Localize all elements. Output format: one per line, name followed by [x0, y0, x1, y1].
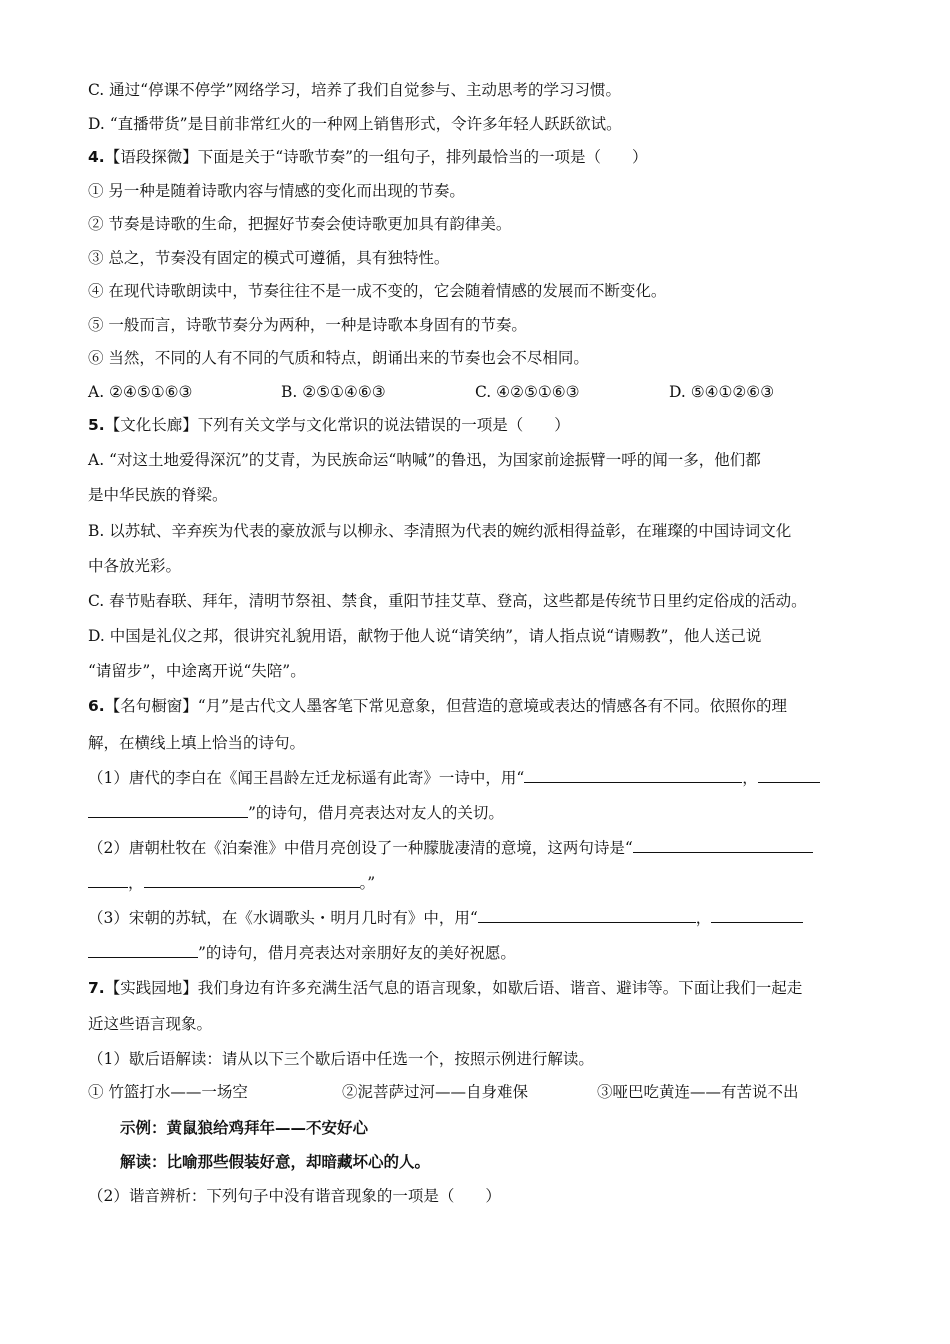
q6-part1-blank-2a[interactable] [758, 768, 820, 783]
q6-part3-blank-2a[interactable] [711, 908, 803, 923]
q6-part3-line2 [88, 943, 516, 963]
q4-sentence-4: ④ 在现代诗歌朗读中，节奏往往不是一成不变的，它会随着情感的发展而不断变化。 [88, 282, 667, 300]
q6-part2-comma: ， [128, 874, 144, 892]
q7-xiehouyu-2: ②泥菩萨过河——自身难保 [342, 1083, 529, 1101]
q7-part1: （1）歇后语解读：请从以下三个歇后语中任选一个，按照示例进行解读。 [88, 1050, 594, 1068]
q6-part1-line2 [88, 803, 504, 823]
q4-sentence-3: ③ 总之，节奏没有固定的模式可遵循，具有独特性。 [88, 249, 450, 267]
q5-option-a-line1: A. “对这土地爱得深沉”的艾青，为民族命运“呐喊”的鲁迅，为国家前途振臂一呼的闻一多，他们都 [88, 451, 761, 469]
q4-stem [88, 147, 648, 167]
q6-part1-comma: ， [742, 769, 758, 787]
q6-part3-blank-1[interactable] [478, 908, 696, 923]
q7-part2: （2）谐音辨析：下列句子中没有谐音现象的一项是（ ） [88, 1187, 501, 1205]
q6-stem-line1 [88, 696, 787, 716]
q5-option-d-line1: D. 中国是礼仪之邦，很讲究礼貌用语，献物于他人说“请笑纳”，请人指点说“请赐教”，他人送己说 [88, 627, 762, 645]
q7-example: 示例：黄鼠狼给鸡拜年——不安好心 [120, 1119, 369, 1137]
q4-sentence-1: ① 另一种是随着诗歌内容与情感的变化而出现的节奏。 [88, 182, 465, 200]
q5-number: 5. [88, 416, 105, 434]
q7-xiehouyu-3: ③哑巴吃黄连——有苦说不出 [597, 1083, 799, 1101]
q6-part2-blank-1b[interactable] [88, 873, 128, 888]
q6-part1-prefix: （1）唐代的李白在《闻王昌龄左迁龙标遥有此寄》一诗中，用“ [88, 769, 525, 787]
q6-part1-line1 [88, 768, 820, 788]
q4-option-b: B. ②⑤①④⑥③ [281, 383, 386, 401]
q6-part2-suffix: 。” [359, 874, 376, 892]
q5-stem [88, 415, 570, 435]
q6-stem-text: 【名句橱窗】“月”是古代文人墨客笔下常见意象，但营造的意境或表达的情感各有不同。依照你的理 [104, 697, 788, 715]
q6-stem-line2: 解，在横线上填上恰当的诗句。 [88, 734, 306, 752]
q4-option-a: A. ②④⑤①⑥③ [88, 383, 193, 401]
q6-part3-prefix: （3）宋朝的苏轼，在《水调歌头・明月几时有》中，用“ [88, 909, 478, 927]
q6-part1-suffix: ”的诗句，借月亮表达对友人的关切。 [248, 804, 504, 822]
q5-option-a-line2: 是中华民族的脊梁。 [88, 486, 228, 504]
q7-stem-line1 [88, 978, 802, 998]
q7-xiehouyu-1: ① 竹篮打水——一场空 [88, 1083, 248, 1101]
q6-part2-prefix: （2）唐朝杜牧在《泊秦淮》中借月亮创设了一种朦胧凄清的意境，这两句诗是“ [88, 839, 633, 857]
q6-part3-suffix: ”的诗句，借月亮表达对亲朋好友的美好祝愿。 [198, 944, 516, 962]
q5-option-b-line2: 中各放光彩。 [88, 557, 182, 575]
q7-stem-text: 【实践园地】我们身边有许多充满生活气息的语言现象，如歇后语、谐音、避讳等。下面让我们一起走 [104, 979, 803, 997]
q5-option-d-line2: “请留步”，中途离开说“失陪”。 [88, 662, 306, 680]
q6-part2-line2 [88, 873, 375, 893]
q4-sentence-6: ⑥ 当然，不同的人有不同的气质和特点，朗诵出来的节奏也会不尽相同。 [88, 349, 589, 367]
q6-part2-blank-1a[interactable] [633, 838, 813, 853]
q4-sentence-5: ⑤ 一般而言，诗歌节奏分为两种，一种是诗歌本身固有的节奏。 [88, 316, 527, 334]
q3-option-c: C. 通过“停课不停学”网络学习，培养了我们自觉参与、主动思考的学习习惯。 [88, 81, 622, 99]
q6-part3-line1 [88, 908, 803, 928]
q4-option-c: C. ④②⑤①⑥③ [475, 383, 580, 401]
q4-sentence-2: ② 节奏是诗歌的生命，把握好节奏会使诗歌更加具有韵律美。 [88, 215, 512, 233]
q6-part3-blank-2b[interactable] [88, 943, 198, 958]
q6-part1-blank-1[interactable] [524, 768, 742, 783]
q4-option-d: D. ⑤④①②⑥③ [669, 383, 775, 401]
q5-stem-text: 【文化长廊】下列有关文学与文化常识的说法错误的一项是（ ） [104, 416, 570, 434]
q6-number: 6. [88, 697, 105, 715]
q7-stem-line2: 近这些语言现象。 [88, 1015, 213, 1033]
q6-part1-blank-2b[interactable] [88, 803, 248, 818]
q6-part2-line1 [88, 838, 813, 858]
q3-option-d: D. “直播带货”是目前非常红火的一种网上销售形式，令许多年轻人跃跃欲试。 [88, 115, 622, 133]
q4-number: 4. [88, 148, 105, 166]
q7-number: 7. [88, 979, 105, 997]
q6-part2-blank-2[interactable] [144, 873, 360, 888]
q5-option-c: C. 春节贴春联、拜年，清明节祭祖、禁食，重阳节挂艾草、登高，这些都是传统节日里约定俗成的活动。 [88, 592, 807, 610]
q6-part3-comma: ， [695, 909, 712, 927]
q5-option-b-line1: B. 以苏轼、辛弃疾为代表的豪放派与以柳永、李清照为代表的婉约派相得益彰，在璀璨的中国诗词文化 [88, 522, 792, 540]
q4-stem-text: 【语段探微】下面是关于“诗歌节奏”的一组句子，排列最恰当的一项是（ ） [104, 148, 648, 166]
q7-explanation: 解读：比喻那些假装好意，却暗藏坏心的人。 [120, 1153, 431, 1171]
